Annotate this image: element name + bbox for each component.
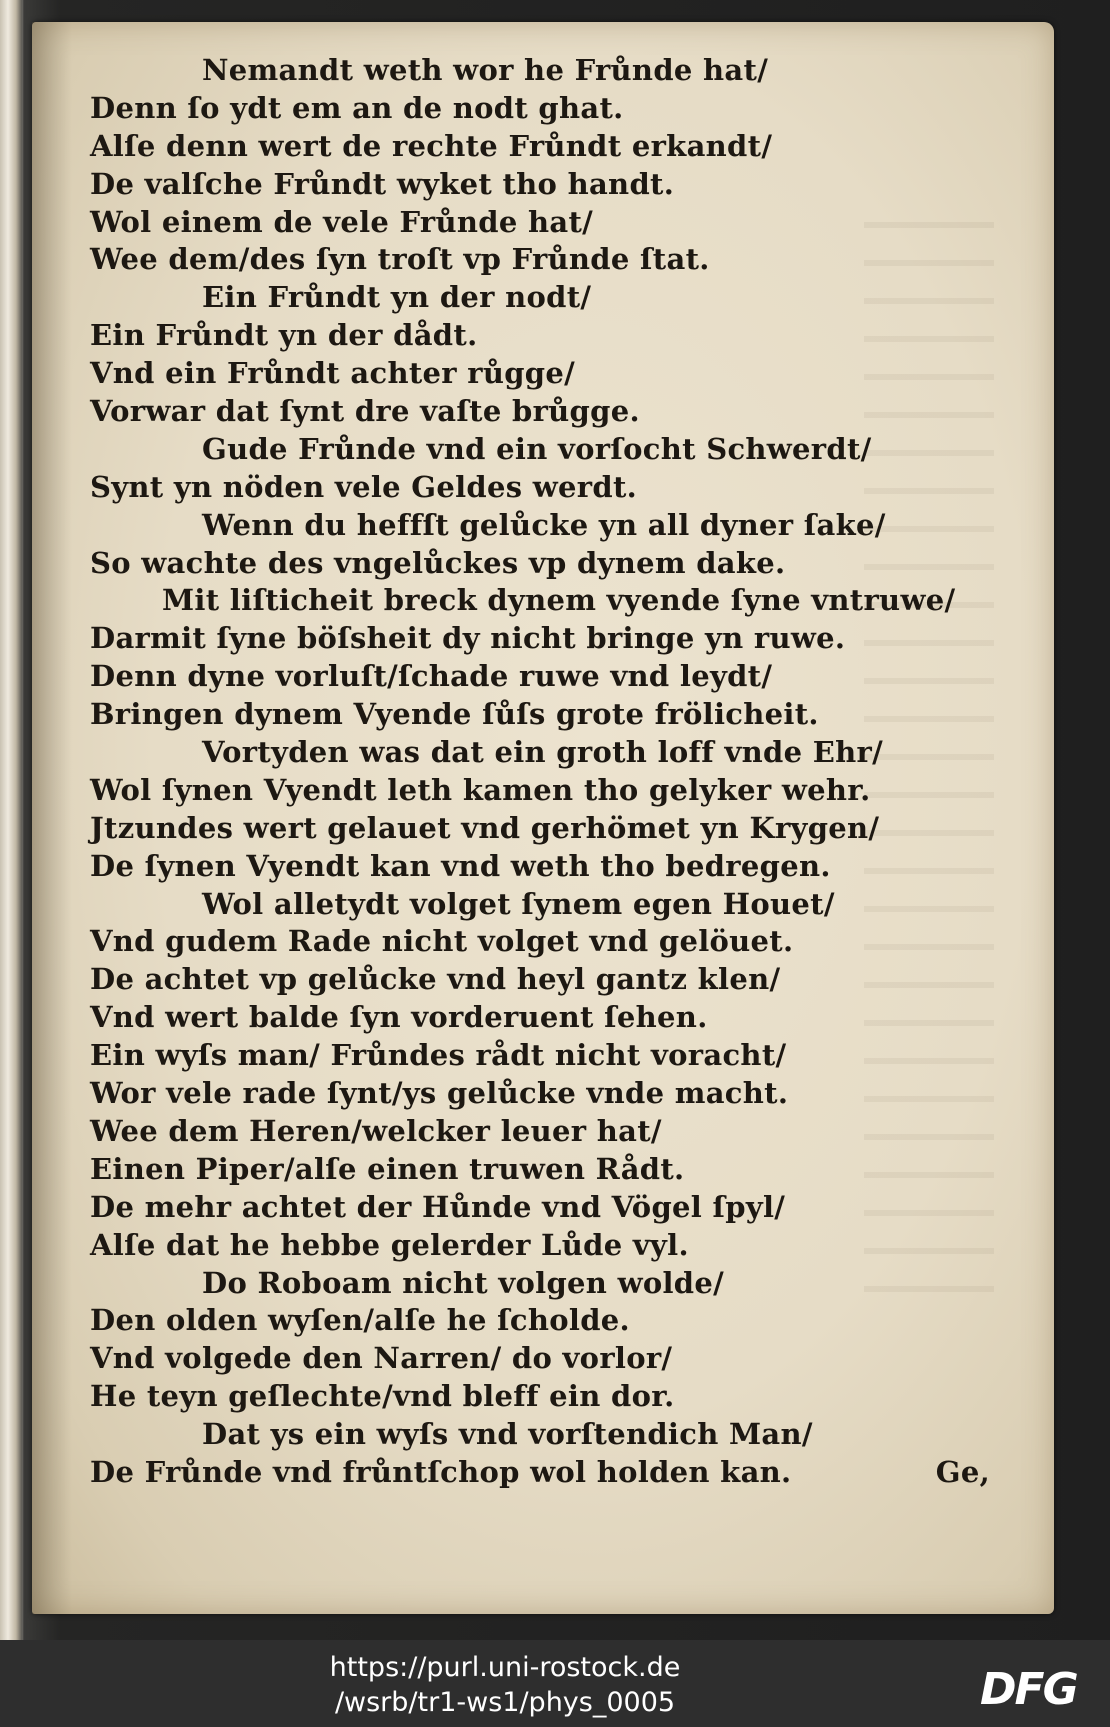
book-page [32, 22, 1054, 1614]
text-line: Vortyden was dat ein groth loff vnde Ehr/ [202, 735, 883, 770]
text-line: Nemandt weth wor he Frůnde hat/ [202, 53, 769, 87]
text-line: Vnd volgede den Narren/ do vorlor/ [90, 1341, 673, 1376]
text-line: De achtet vp gelůcke vnd heyl gantz klen/ [90, 962, 781, 997]
last-line: De Frůnde vnd frůntſchop wol holden kan. [90, 1454, 792, 1489]
text-line: Mit liſticheit breck dynem vyende ſyne vntruwe/ [162, 583, 956, 618]
text-line: Vnd gudem Rade nicht volget vnd gelöuet. [90, 924, 794, 959]
text-line: Wee dem/des ſyn troſt vp Frůnde ſtat. [90, 242, 710, 277]
text-line: Dat ys ein wyſs vnd vorſtendich Man/ [202, 1417, 813, 1452]
text-line: Ein Frůndt yn der dådt. [90, 318, 478, 353]
last-line-row [90, 1454, 990, 1492]
catchword: Ge, [935, 1454, 990, 1489]
text-line: Wol einem de vele Frůnde hat/ [90, 204, 594, 239]
text-line: Wor vele rade ſynt/ys gelůcke vnde macht. [90, 1076, 789, 1111]
text-line: So wachte des vngelůckes vp dynem dake. [90, 545, 786, 580]
text-line: Denn ſo ydt em an de nodt ghat. [90, 90, 624, 125]
text-line: He teyn geſlechte/vnd bleff ein dor. [90, 1379, 675, 1414]
text-line: De ſynen Vyendt kan vnd weth tho bedregen. [90, 848, 831, 883]
text-line: Wol ſynen Vyendt leth kamen tho gelyker wehr. [90, 772, 871, 807]
text-line: De mehr achtet der Hůnde vnd Vögel ſpyl/ [90, 1189, 786, 1224]
text-line: Denn dyne vorluſt/ſchade ruwe vnd leydt/ [90, 659, 773, 694]
text-line: Vnd wert balde ſyn vorderuent ſehen. [90, 1000, 708, 1035]
text-line: Wenn du heffſt gelůcke yn all dyner ſake/ [202, 507, 886, 542]
permalink-line-1[interactable]: https://purl.uni-rostock.de [329, 1652, 681, 1683]
footer-bar [0, 1640, 1110, 1727]
text-line: Synt yn nöden vele Geldes werdt. [90, 469, 638, 504]
text-line: Ein Frůndt yn der nodt/ [202, 280, 592, 315]
text-line: Darmit ſyne böſsheit dy nicht bringe yn ruwe. [90, 621, 846, 656]
dfg-logo: DFG [980, 1664, 1077, 1715]
text-line: Bringen dynem Vyende ſůſs grote frölicheit. [90, 697, 819, 732]
text-line: Den olden wyſen/alſe he ſcholde. [90, 1303, 630, 1338]
text-line: Vnd ein Frůndt achter růgge/ [90, 356, 576, 391]
text-line: De valſche Frůndt wyket tho handt. [90, 166, 675, 201]
text-line: Vorwar dat ſynt dre vaſte brůgge. [90, 394, 640, 429]
text-line: Alſe denn wert de rechte Frůndt erkandt/ [90, 128, 773, 163]
permalink[interactable] [290, 1650, 720, 1720]
text-line: Jtzundes wert gelauet vnd gerhömet yn Krygen/ [90, 810, 880, 845]
permalink-line-2[interactable]: /wsrb/tr1-ws1/phys_0005 [334, 1687, 676, 1718]
text-line: Einen Piper/alſe einen truwen Rådt. [90, 1151, 685, 1186]
text-line: Wee dem Heren/welcker leuer hat/ [90, 1113, 662, 1148]
book-spine [0, 0, 22, 1640]
text-line: Wol alletydt volget ſynem egen Houet/ [202, 886, 835, 921]
text-line: Alſe dat he hebbe gelerder Lůde vyl. [90, 1227, 689, 1262]
text-line: Gude Frůnde vnd ein vorſocht Schwerdt/ [202, 431, 872, 466]
text-line: Do Roboam nicht volgen wolde/ [202, 1265, 725, 1300]
text-line: Ein wyſs man/ Frůndes rådt nicht voracht/ [90, 1038, 787, 1073]
page-text [90, 52, 1020, 1492]
